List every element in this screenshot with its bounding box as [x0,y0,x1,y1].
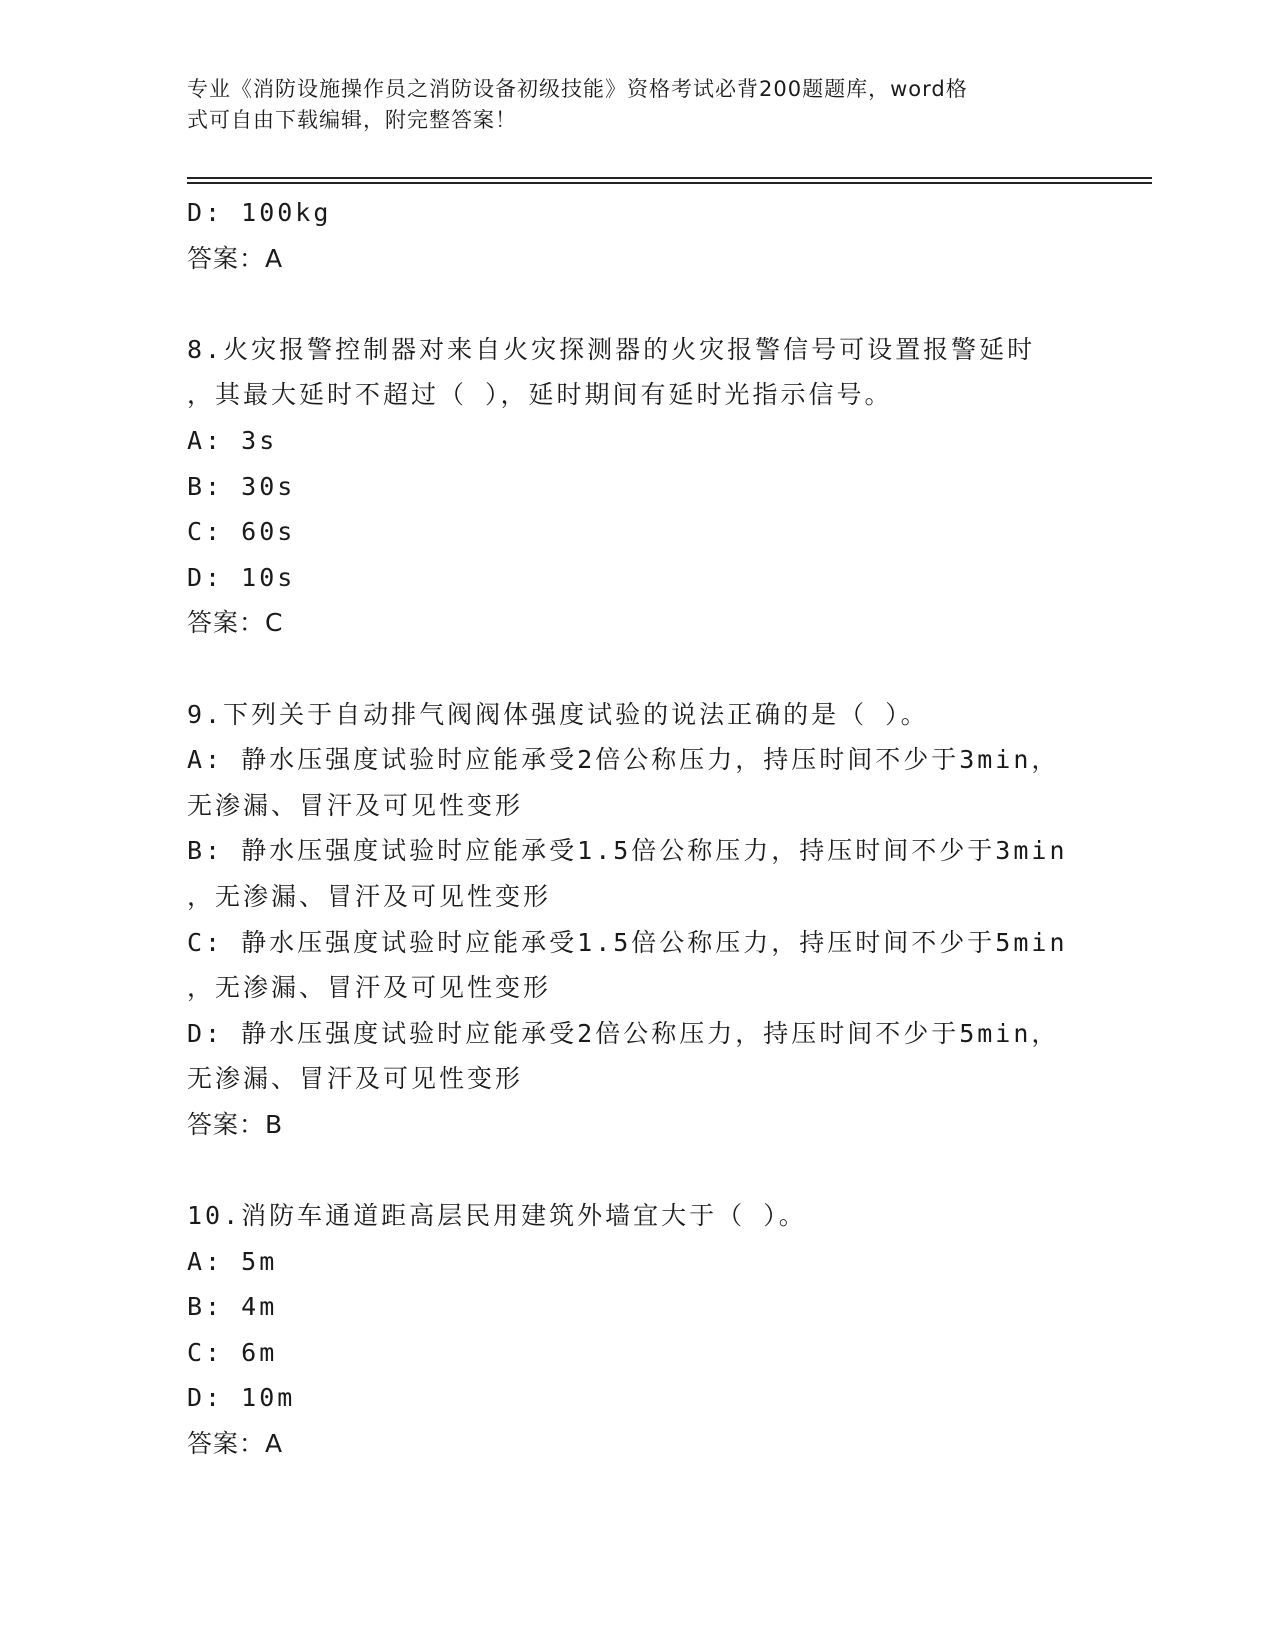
spacer [187,281,1117,327]
option-c: C: 静水压强度试验时应能承受1.5倍公称压力，持压时间不少于5min [187,927,1068,957]
header-line-1: 专业《消防设施操作员之消防设备初级技能》资格考试必背200题题库，word格 [187,77,968,101]
option-a: A: 静水压强度试验时应能承受2倍公称压力，持压时间不少于3min， [187,745,1060,775]
question-8 [187,327,1117,646]
question-7-tail [187,190,1117,281]
document-header [187,74,1087,136]
option-d-continued: 无渗漏、冒汗及可见性变形 [187,1064,524,1094]
question-10 [187,1193,1117,1467]
answer-line: 答案：A [187,1429,284,1459]
answer-line: 答案：B [187,1109,284,1139]
option-d: D: 10m [187,1383,296,1413]
option-d: D: 100kg [187,198,332,227]
option-d: D: 静水压强度试验时应能承受2倍公称压力，持压时间不少于5min， [187,1018,1060,1048]
option-a-continued: 无渗漏、冒汗及可见性变形 [187,790,524,820]
option-c: C: 6m [187,1337,278,1367]
header-divider-bottom [187,182,1152,184]
answer-line: 答案：C [187,608,284,638]
spacer [187,646,1117,692]
question-stem: 9.下列关于自动排气阀阀体强度试验的说法正确的是（ ）。 [187,699,929,729]
question-stem: 10.消防车通道距高层民用建筑外墙宜大于（ ）。 [187,1201,807,1231]
option-b: B: 静水压强度试验时应能承受1.5倍公称压力，持压时间不少于3min [187,836,1068,866]
option-b: B: 4m [187,1292,278,1322]
option-c: C: 60s [187,517,296,547]
option-b: B: 30s [187,471,296,501]
header-divider-top [187,177,1152,179]
answer-line: 答案：A [187,243,284,273]
question-stem: 8.火灾报警控制器对来自火灾探测器的火灾报警信号可设置报警延时 [187,334,1036,364]
option-a: A: 3s [187,425,278,455]
option-c-continued: ，无渗漏、冒汗及可见性变形 [187,973,552,1003]
spacer [187,1147,1117,1193]
option-a: A: 5m [187,1246,278,1276]
question-9 [187,692,1117,1148]
option-b-continued: ，无渗漏、冒汗及可见性变形 [187,881,552,911]
question-stem-continued: ，其最大延时不超过（ ），延时期间有延时光指示信号。 [187,380,893,410]
option-d: D: 10s [187,562,296,592]
header-line-2: 式可自由下载编辑，附完整答案！ [187,108,517,132]
question-list [187,190,1117,1467]
